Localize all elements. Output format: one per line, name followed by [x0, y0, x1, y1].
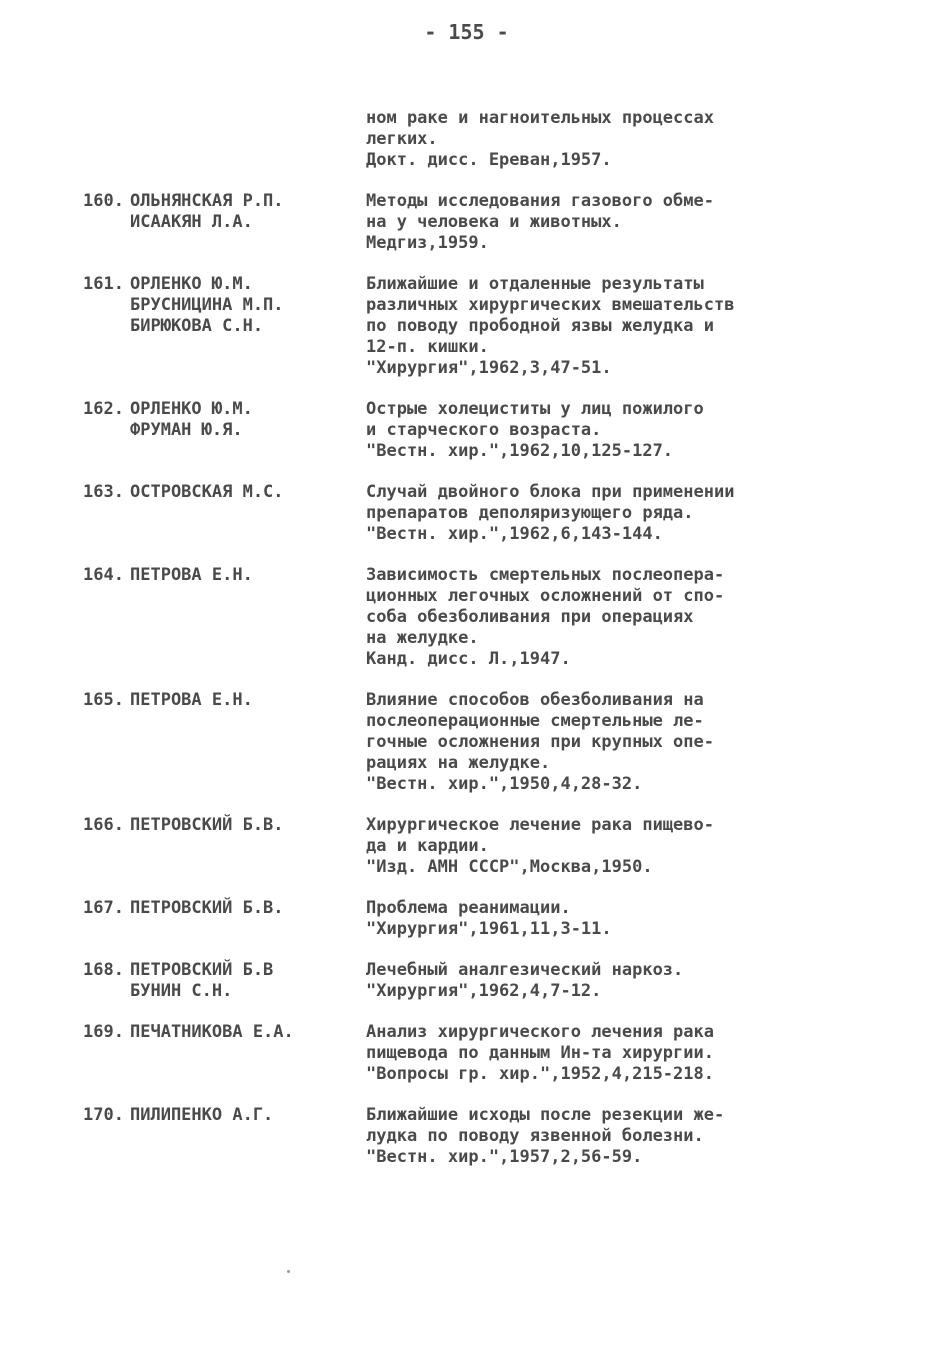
entry-author: ОРЛЕНКО Ю.М.	[130, 399, 253, 419]
entry-body	[366, 1105, 866, 1168]
bibliography-entry	[0, 960, 933, 1002]
entry-author: ИСААКЯН Л.А.	[130, 212, 253, 232]
entry-line: Медгиз,1959.	[366, 233, 489, 253]
entry-line: Острые холециститы у лиц пожилого	[366, 399, 704, 419]
entry-authors	[130, 191, 366, 233]
entry-line: на у человека и животных.	[366, 212, 622, 232]
entry-line: препаратов деполяризующего ряда.	[366, 503, 694, 523]
entry-author: ПЕТРОВСКИЙ Б.В	[130, 960, 274, 980]
entry-line: "Вопросы гр. хир.",1952,4,215-218.	[366, 1064, 714, 1084]
entry-line: гочные осложнения при крупных опе-	[366, 732, 714, 752]
entry-authors	[130, 1105, 366, 1126]
paper-speck	[287, 1270, 290, 1273]
entry-line: "Хирургия",1962,4,7-12.	[366, 981, 602, 1001]
entry-body	[366, 1022, 866, 1085]
entry-authors	[130, 399, 366, 441]
entry-number: 162.	[83, 399, 124, 419]
entry-authors	[130, 274, 366, 337]
entry-author: ПЕТРОВСКИЙ Б.В.	[130, 898, 284, 918]
entry-line: по поводу прободной язвы желудка и	[366, 316, 714, 336]
entry-number: 160.	[83, 191, 124, 211]
entry-author: ПЕТРОВА Е.Н.	[130, 565, 253, 585]
entry-author: БРУСНИЦИНА М.П.	[130, 295, 284, 315]
entry-body	[366, 565, 866, 670]
bibliography-entry	[0, 191, 933, 254]
bibliography-list	[0, 108, 933, 1188]
entry-body	[366, 274, 866, 379]
entry-author: ПИЛИПЕНКО А.Г.	[130, 1105, 274, 1125]
entry-author: ПЕТРОВА Е.Н.	[130, 690, 253, 710]
entry-author: ФРУМАН Ю.Я.	[130, 420, 243, 440]
bibliography-entry	[0, 565, 933, 670]
entry-authors	[130, 565, 366, 586]
entry-number: 169.	[83, 1022, 124, 1042]
bibliography-entry	[0, 1105, 933, 1168]
bibliography-entry	[0, 815, 933, 878]
entry-line: Анализ хирургического лечения рака	[366, 1022, 714, 1042]
entry-line: Лечебный аналгезический наркоз.	[366, 960, 684, 980]
entry-author: БУНИН С.Н.	[130, 981, 233, 1001]
entry-line: на желудке.	[366, 628, 479, 648]
entry-body	[366, 960, 866, 1002]
entry-line: Методы исследования газового обме-	[366, 191, 714, 211]
entry-authors	[130, 898, 366, 919]
entry-line: и старческого возраста.	[366, 420, 602, 440]
entry-line: Зависимость смертельных послеопера-	[366, 565, 725, 585]
entry-number: 161.	[83, 274, 124, 294]
entry-line: "Вестн. хир.",1957,2,56-59.	[366, 1147, 643, 1167]
entry-authors	[130, 815, 366, 836]
entry-line: соба обезболивания при операциях	[366, 607, 694, 627]
entry-authors	[130, 1022, 366, 1043]
entry-author: ПЕЧАТНИКОВА Е.А.	[130, 1022, 294, 1042]
entry-line: Ближайшие и отдаленные результаты	[366, 274, 704, 294]
entry-authors	[130, 960, 366, 1002]
entry-body	[366, 108, 866, 171]
entry-number: 165.	[83, 690, 124, 710]
entry-line: да и кардии.	[366, 836, 489, 856]
entry-number: 163.	[83, 482, 124, 502]
bibliography-entry	[0, 399, 933, 462]
entry-author: ОРЛЕНКО Ю.М.	[130, 274, 253, 294]
entry-line: различных хирургических вмешательств	[366, 295, 735, 315]
entry-line: Случай двойного блока при применении	[366, 482, 735, 502]
bibliography-entry	[0, 898, 933, 940]
entry-body	[366, 399, 866, 462]
entry-line: "Изд. АМН СССР",Москва,1950.	[366, 857, 653, 877]
entry-body	[366, 815, 866, 878]
entry-body	[366, 482, 866, 545]
entry-author: ОЛЬНЯНСКАЯ Р.П.	[130, 191, 284, 211]
entry-authors	[130, 482, 366, 503]
entry-body	[366, 191, 866, 254]
entries-container	[0, 191, 933, 1168]
entry-line: "Хирургия",1962,3,47-51.	[366, 358, 612, 378]
entry-line: "Вестн. хир.",1962,10,125-127.	[366, 441, 674, 461]
entry-body	[366, 898, 866, 940]
entry-number: 164.	[83, 565, 124, 585]
entry-number: 170.	[83, 1105, 124, 1125]
entry-line: легких.	[366, 129, 438, 149]
entry-number: 167.	[83, 898, 124, 918]
entry-line: Канд. дисс. Л.,1947.	[366, 649, 571, 669]
bibliography-entry	[0, 690, 933, 795]
bibliography-entry	[0, 1022, 933, 1085]
entry-authors	[130, 690, 366, 711]
entry-author: ПЕТРОВСКИЙ Б.В.	[130, 815, 284, 835]
entry-line: "Вестн. хир.",1950,4,28-32.	[366, 774, 643, 794]
entry-line: пищевода по данным Ин-та хирургии.	[366, 1043, 714, 1063]
entry-number: 168.	[83, 960, 124, 980]
entry-line: Проблема реанимации.	[366, 898, 571, 918]
entry-line: Влияние способов обезболивания на	[366, 690, 704, 710]
entry-line: ном раке и нагноительных процессах	[366, 108, 714, 128]
entry-line: ционных легочных осложнений от спо-	[366, 586, 725, 606]
bibliography-entry	[0, 482, 933, 545]
entry-body	[366, 690, 866, 795]
entry-line: "Вестн. хир.",1962,6,143-144.	[366, 524, 663, 544]
entry-line: 12-п. кишки.	[366, 337, 489, 357]
entry-line: "Хирургия",1961,11,3-11.	[366, 919, 612, 939]
entry-line: Ближайшие исходы после резекции же-	[366, 1105, 725, 1125]
entry-line: лудка по поводу язвенной болезни.	[366, 1126, 704, 1146]
page-number: - 155 -	[424, 20, 509, 44]
bibliography-entry	[0, 274, 933, 379]
entry-author: БИРЮКОВА С.Н.	[130, 316, 264, 336]
entry-line: послеоперационные смертельные ле-	[366, 711, 704, 731]
entry-line: рациях на желудке.	[366, 753, 551, 773]
continuation-entry	[0, 108, 933, 171]
entry-line: Хирургическое лечение рака пищево-	[366, 815, 714, 835]
entry-line: Докт. дисс. Ереван,1957.	[366, 150, 612, 170]
entry-number: 166.	[83, 815, 124, 835]
entry-author: ОСТРОВСКАЯ М.С.	[130, 482, 284, 502]
